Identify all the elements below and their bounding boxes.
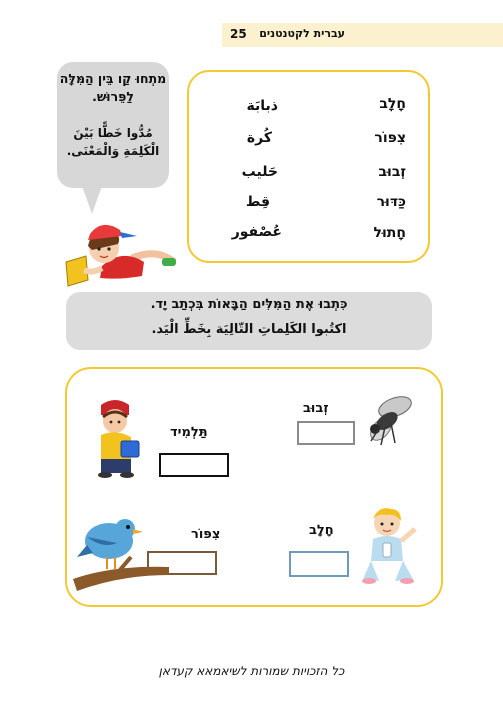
arabic-word: عُصْفور bbox=[231, 224, 282, 240]
writing-exercise-box bbox=[65, 367, 443, 607]
student-icon bbox=[87, 397, 149, 481]
speech-bubble-tail bbox=[82, 186, 102, 214]
bubble-hebrew-text: מתְחוּ קַו בֵּין הַמִּלָּה לַפֵּרוּשׁ. bbox=[59, 71, 167, 104]
bird-icon bbox=[73, 513, 169, 599]
baby-milk-icon bbox=[357, 505, 419, 589]
page-header bbox=[222, 23, 503, 47]
instruction-hebrew: כִּתְבוּ אֶת הַמִּלִּים הַבָּאוֹת בִּכְתַב יָד. bbox=[150, 297, 348, 312]
hebrew-word: זְבוּב bbox=[378, 164, 406, 180]
fly-icon bbox=[359, 389, 421, 451]
copyright-footer: כל הזכויות שמורות לשיאמאא קעדאן bbox=[158, 664, 345, 678]
hebrew-word: צִפּוֹר bbox=[374, 130, 406, 146]
hebrew-word: כַּדּוּר bbox=[376, 194, 406, 210]
exercise-word: צִפּוֹר bbox=[191, 527, 221, 542]
book-title: עברית לקטנטנים bbox=[259, 27, 345, 40]
hebrew-word: חָלָב bbox=[379, 96, 406, 112]
exercise-word: זְבוּב bbox=[303, 401, 329, 416]
answer-box-fly[interactable] bbox=[297, 421, 355, 445]
exercise-word: חָלָב bbox=[309, 523, 334, 538]
page-number: 25 bbox=[230, 27, 247, 41]
hebrew-word: חָתוּל bbox=[373, 225, 406, 241]
exercise-word: תַּלְמִיד bbox=[170, 425, 208, 440]
answer-box-student[interactable] bbox=[159, 453, 229, 477]
girl-reading-icon bbox=[62, 218, 187, 293]
arabic-word: حَليب bbox=[241, 164, 278, 180]
bubble-arabic-text: مُدُّوا خَطًّا بَيْنَ الْكَلِمَةِ وَالْمَعْنَى. bbox=[66, 126, 160, 158]
arabic-word: ذبابَة bbox=[246, 98, 278, 114]
arabic-word: كُرة bbox=[246, 130, 272, 146]
instruction-arabic: اكتُبوا الكَلِماتِ التّالِيَة بِخَطِّ الْيَد. bbox=[151, 322, 347, 337]
answer-box-milk[interactable] bbox=[289, 551, 349, 577]
matching-box bbox=[187, 70, 430, 263]
arabic-word: قِط bbox=[245, 194, 270, 210]
